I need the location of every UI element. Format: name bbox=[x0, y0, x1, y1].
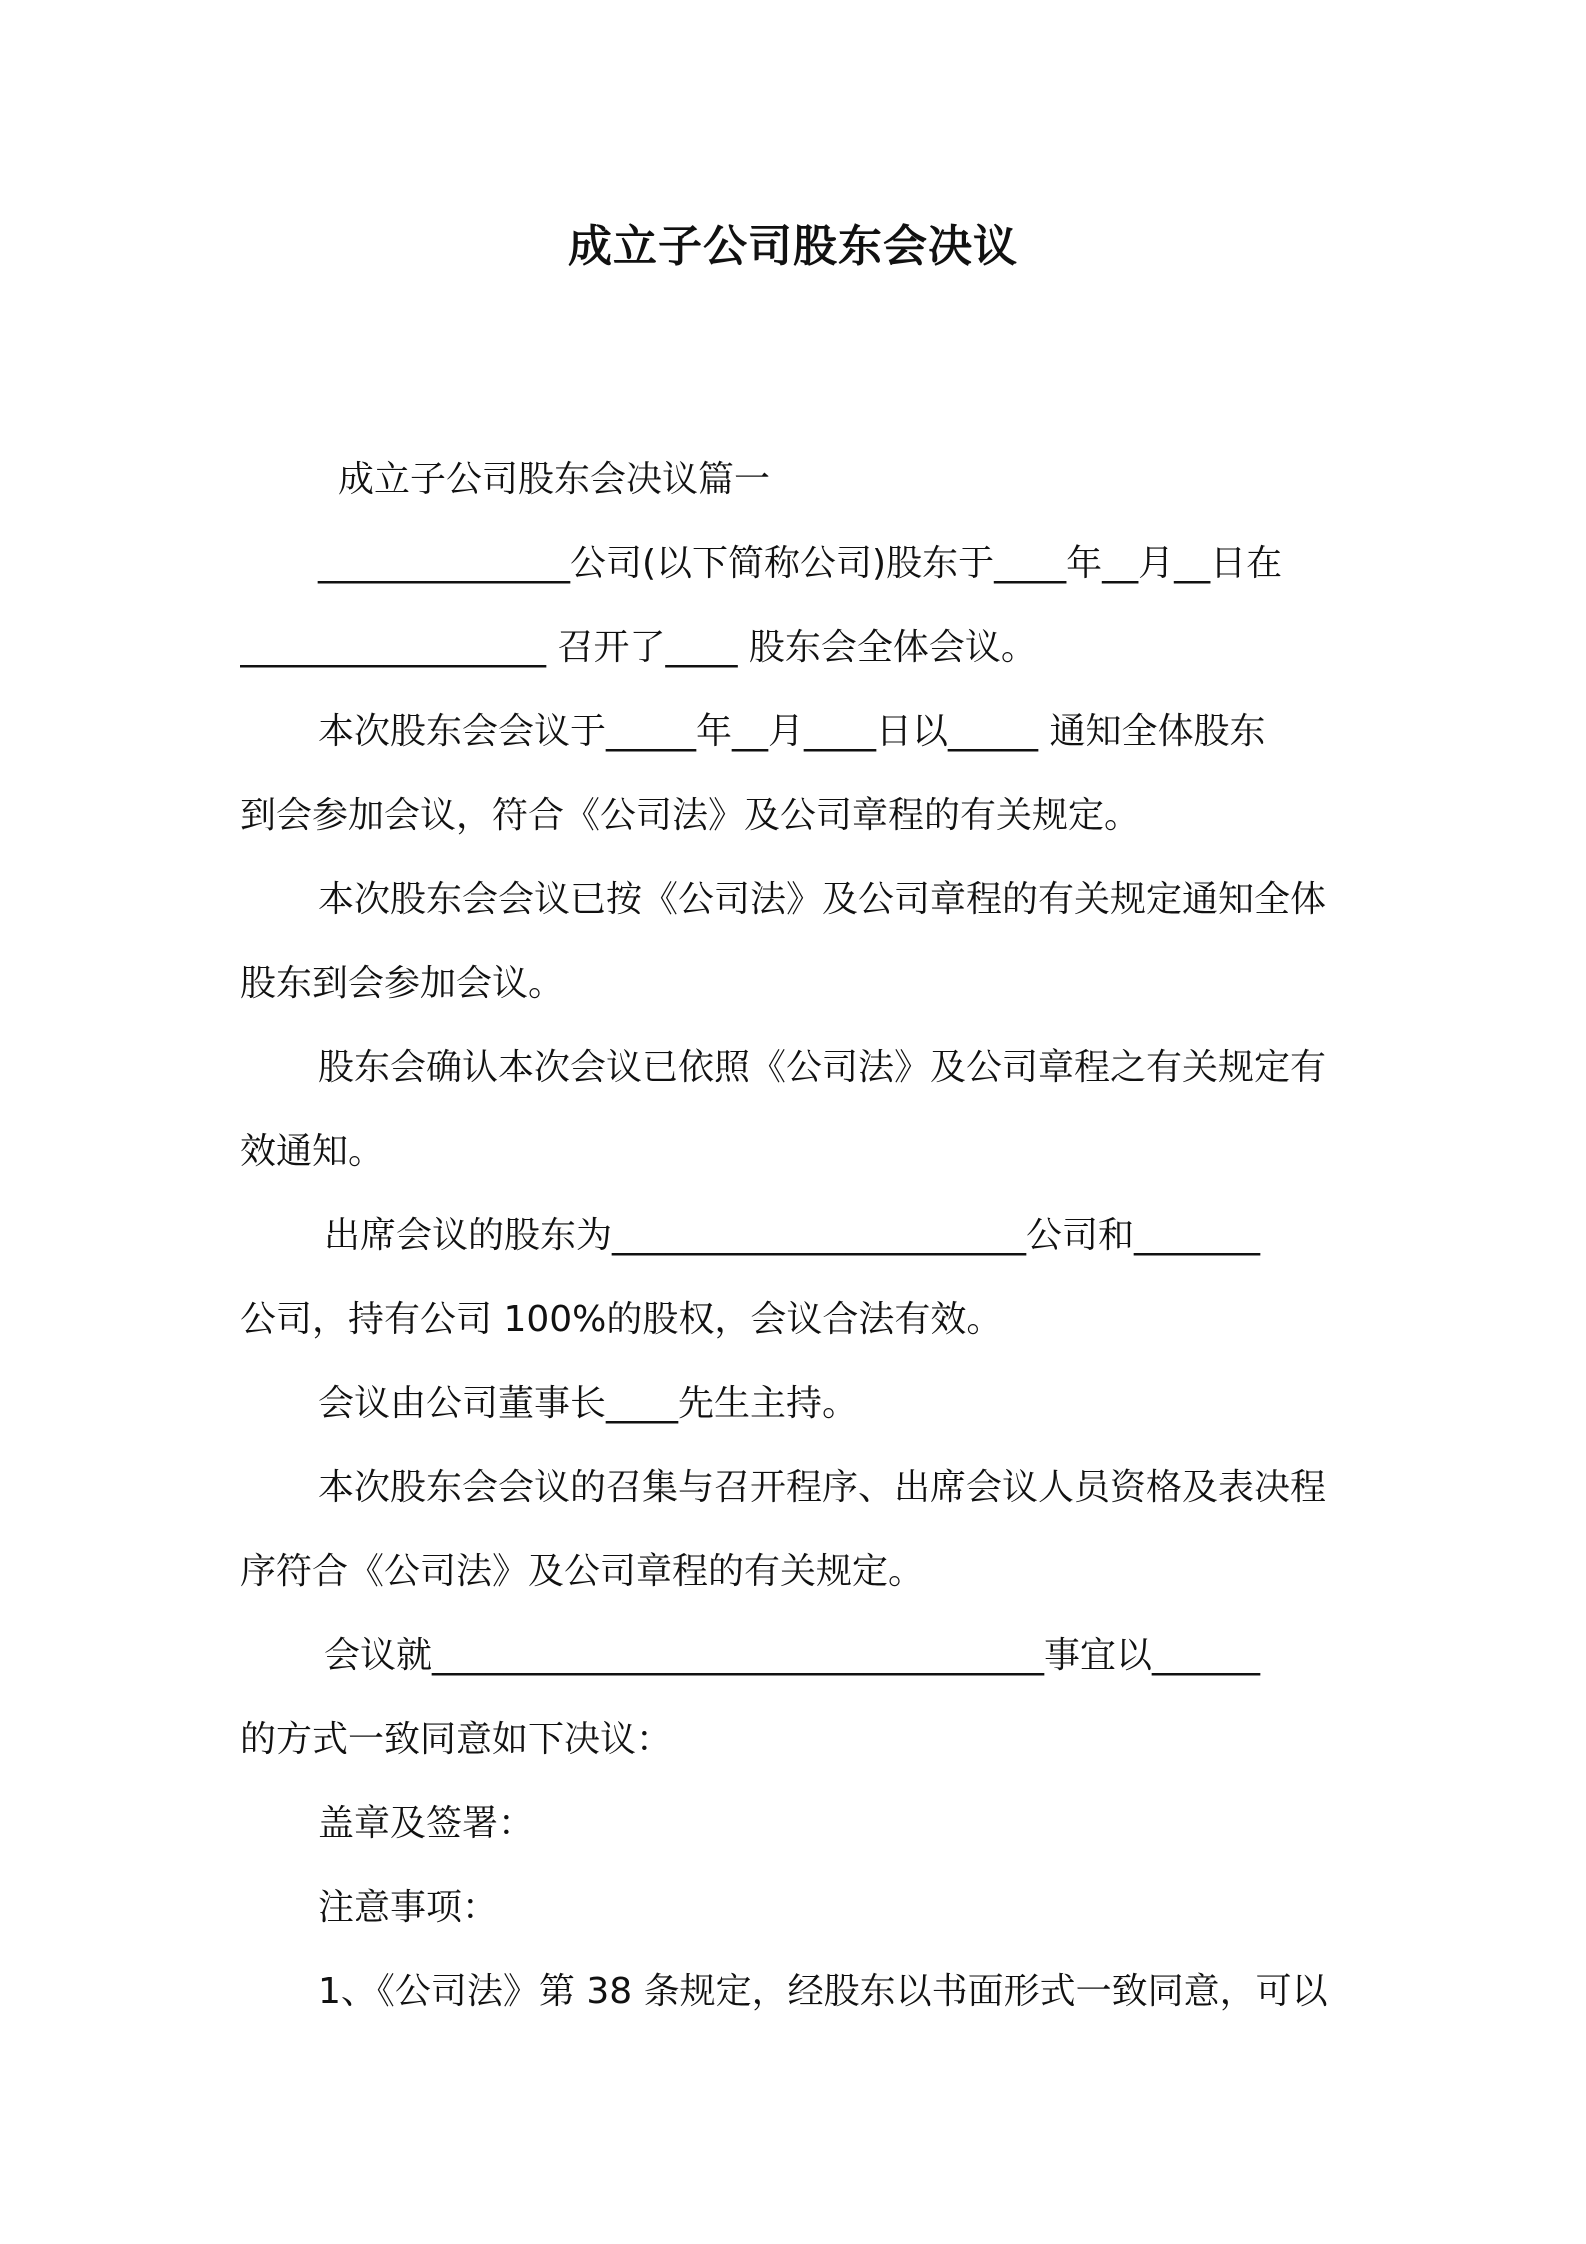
paragraph-line: 会议就__________________________________事宜以______ bbox=[324, 1635, 1261, 1676]
section-heading: 成立子公司股东会决议篇一 bbox=[338, 459, 771, 500]
paragraph-line: 序符合《公司法》及公司章程的有关规定。 bbox=[240, 1551, 925, 1592]
paragraph-line: 盖章及签署： bbox=[318, 1803, 535, 1844]
paragraph-line: 本次股东会会议于_____年__月____日以_____ 通知全体股东 bbox=[318, 711, 1266, 752]
paragraph-line: 股东到会参加会议。 bbox=[240, 963, 565, 1004]
paragraph-line: 公司，持有公司 100%的股权，会议合法有效。 bbox=[240, 1299, 1003, 1340]
paragraph-line: 本次股东会会议已按《公司法》及公司章程的有关规定通知全体 bbox=[318, 879, 1327, 920]
paragraph-line: 效通知。 bbox=[240, 1131, 385, 1172]
paragraph-line: ______________公司(以下简称公司)股东于____年__月__日在 bbox=[318, 543, 1283, 584]
paragraph-line: 1、《公司法》第 38 条规定，经股东以书面形式一致同意，可以 bbox=[318, 1971, 1328, 2012]
paragraph-line: 股东会确认本次会议已依照《公司法》及公司章程之有关规定有 bbox=[318, 1047, 1327, 1088]
paragraph-line: 会议由公司董事长____先生主持。 bbox=[318, 1383, 859, 1424]
paragraph-line: 注意事项： bbox=[318, 1887, 499, 1928]
paragraph-line: 本次股东会会议的召集与召开程序、出席会议人员资格及表决程 bbox=[318, 1467, 1327, 1508]
paragraph-line: 的方式一致同意如下决议： bbox=[240, 1719, 673, 1760]
paragraph-line: 出席会议的股东为_______________________公司和_______ bbox=[324, 1215, 1261, 1256]
document-title: 成立子公司股东会决议 bbox=[568, 221, 1018, 272]
paragraph-line: _________________ 召开了____ 股东会全体会议。 bbox=[240, 627, 1037, 668]
paragraph-line: 到会参加会议，符合《公司法》及公司章程的有关规定。 bbox=[240, 795, 1141, 836]
